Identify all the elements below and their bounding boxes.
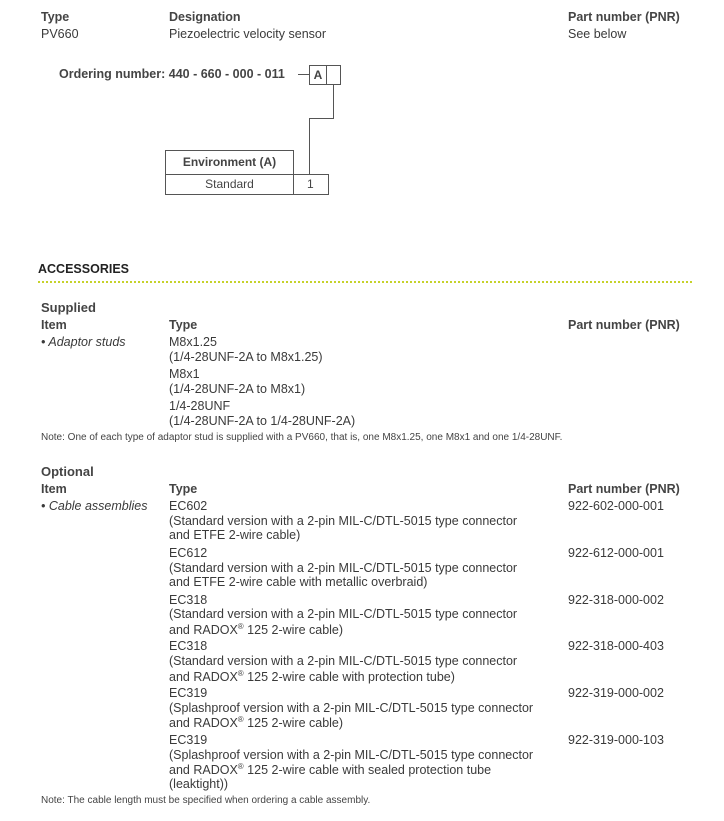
cable-description: (Standard version with a 2-pin MIL-C/DTL-5015 type connector <box>169 514 518 528</box>
adaptor-type-line: M8x1.25 <box>169 335 217 349</box>
cable-pnr: 922-318-000-002 <box>568 593 664 607</box>
cable-pnr: 922-319-000-002 <box>568 686 664 700</box>
registered-mark: ® <box>237 622 244 631</box>
optional-title: Optional <box>41 464 94 479</box>
designation-column-header: Designation <box>169 10 241 24</box>
supplied-item-adaptor-studs: • Adaptor studs <box>41 335 126 349</box>
ordering-number-code: 440 - 660 - 000 - 011 <box>168 67 285 81</box>
cable-description: (Splashproof version with a 2-pin MIL-C/DTL-5015 type connector <box>169 748 534 762</box>
optional-note: Note: The cable length must be specified when ordering a cable assembly. <box>41 795 371 806</box>
cable-text: and RADOX <box>169 763 238 778</box>
cable-name: EC318 <box>169 593 208 607</box>
optional-item-cable-assemblies: • Cable assemblies <box>41 499 148 513</box>
pnr-value: See below <box>568 27 627 41</box>
connector-vertical-bottom <box>309 118 310 175</box>
cable-text: and RADOX <box>169 670 238 685</box>
adaptor-type-line: (1/4-28UNF-2A to 1/4-28UNF-2A) <box>169 414 356 428</box>
registered-mark: ® <box>237 762 244 771</box>
cable-description <box>169 622 343 637</box>
type-value: PV660 <box>41 27 79 41</box>
cable-description: (Standard version with a 2-pin MIL-C/DTL-5015 type connector <box>169 561 518 575</box>
cable-name: EC319 <box>169 733 208 747</box>
type-column-header: Type <box>41 10 70 24</box>
cable-description <box>169 669 455 684</box>
registered-mark: ® <box>237 715 244 724</box>
cable-pnr: 922-319-000-103 <box>568 733 664 747</box>
cable-text: and RADOX <box>169 623 238 638</box>
cable-text: 125 2-wire cable with protection tube) <box>243 670 455 685</box>
cable-description: (Standard version with a 2-pin MIL-C/DTL-5015 type connector <box>169 607 518 621</box>
supplied-item-header: Item <box>41 318 67 332</box>
adaptor-type-line: M8x1 <box>169 367 200 381</box>
cable-pnr: 922-612-000-001 <box>568 546 664 560</box>
ordering-connector-dash <box>298 74 309 75</box>
pnr-column-header: Part number (PNR) <box>568 10 680 24</box>
cable-text: 125 2-wire cable) <box>243 623 344 638</box>
cable-description: and ETFE 2-wire cable with metallic overbraid) <box>169 575 428 589</box>
supplied-type-header: Type <box>169 318 198 332</box>
cable-description <box>169 715 343 730</box>
optional-type-header: Type <box>169 482 198 496</box>
supplied-title: Supplied <box>41 300 96 315</box>
environment-table-header: Environment (A) <box>165 150 294 175</box>
cable-pnr: 922-318-000-403 <box>568 639 664 653</box>
variable-a-box: A <box>309 65 327 85</box>
cable-name: EC602 <box>169 499 208 513</box>
cable-name: EC319 <box>169 686 208 700</box>
environment-option-code: 1 <box>293 174 329 195</box>
cable-description: and ETFE 2-wire cable) <box>169 528 301 542</box>
cable-description: (Splashproof version with a 2-pin MIL-C/DTL-5015 type connector <box>169 701 534 715</box>
cable-description: (leaktight)) <box>169 777 229 791</box>
connector-horizontal <box>309 118 334 119</box>
adaptor-type-line: (1/4-28UNF-2A to M8x1) <box>169 382 306 396</box>
accessories-divider <box>38 281 692 283</box>
cable-name: EC318 <box>169 639 208 653</box>
cable-pnr: 922-602-000-001 <box>568 499 664 513</box>
accessories-title: ACCESSORIES <box>38 262 129 276</box>
optional-item-header: Item <box>41 482 67 496</box>
optional-pnr-header: Part number (PNR) <box>568 482 680 496</box>
designation-value: Piezoelectric velocity sensor <box>169 27 327 41</box>
registered-mark: ® <box>237 669 244 678</box>
cable-text: and RADOX <box>169 716 238 731</box>
connector-vertical-top <box>333 85 334 119</box>
cable-text: 125 2-wire cable) <box>243 716 344 731</box>
variable-empty-box <box>326 65 341 85</box>
supplied-pnr-header: Part number (PNR) <box>568 318 680 332</box>
cable-description <box>169 762 491 777</box>
cable-text: 125 2-wire cable with sealed protection tube <box>243 763 492 778</box>
cable-name: EC612 <box>169 546 208 560</box>
ordering-number-label: Ordering number: <box>59 67 166 81</box>
adaptor-type-line: 1/4-28UNF <box>169 399 231 413</box>
adaptor-type-line: (1/4-28UNF-2A to M8x1.25) <box>169 350 323 364</box>
cable-description: (Standard version with a 2-pin MIL-C/DTL-5015 type connector <box>169 654 518 668</box>
ordering-number <box>59 67 285 81</box>
environment-option-standard: Standard <box>165 174 294 195</box>
supplied-note: Note: One of each type of adaptor stud is supplied with a PV660, that is, one M8x1.25, one M8x1 and one 1/4-28UNF. <box>41 432 563 443</box>
